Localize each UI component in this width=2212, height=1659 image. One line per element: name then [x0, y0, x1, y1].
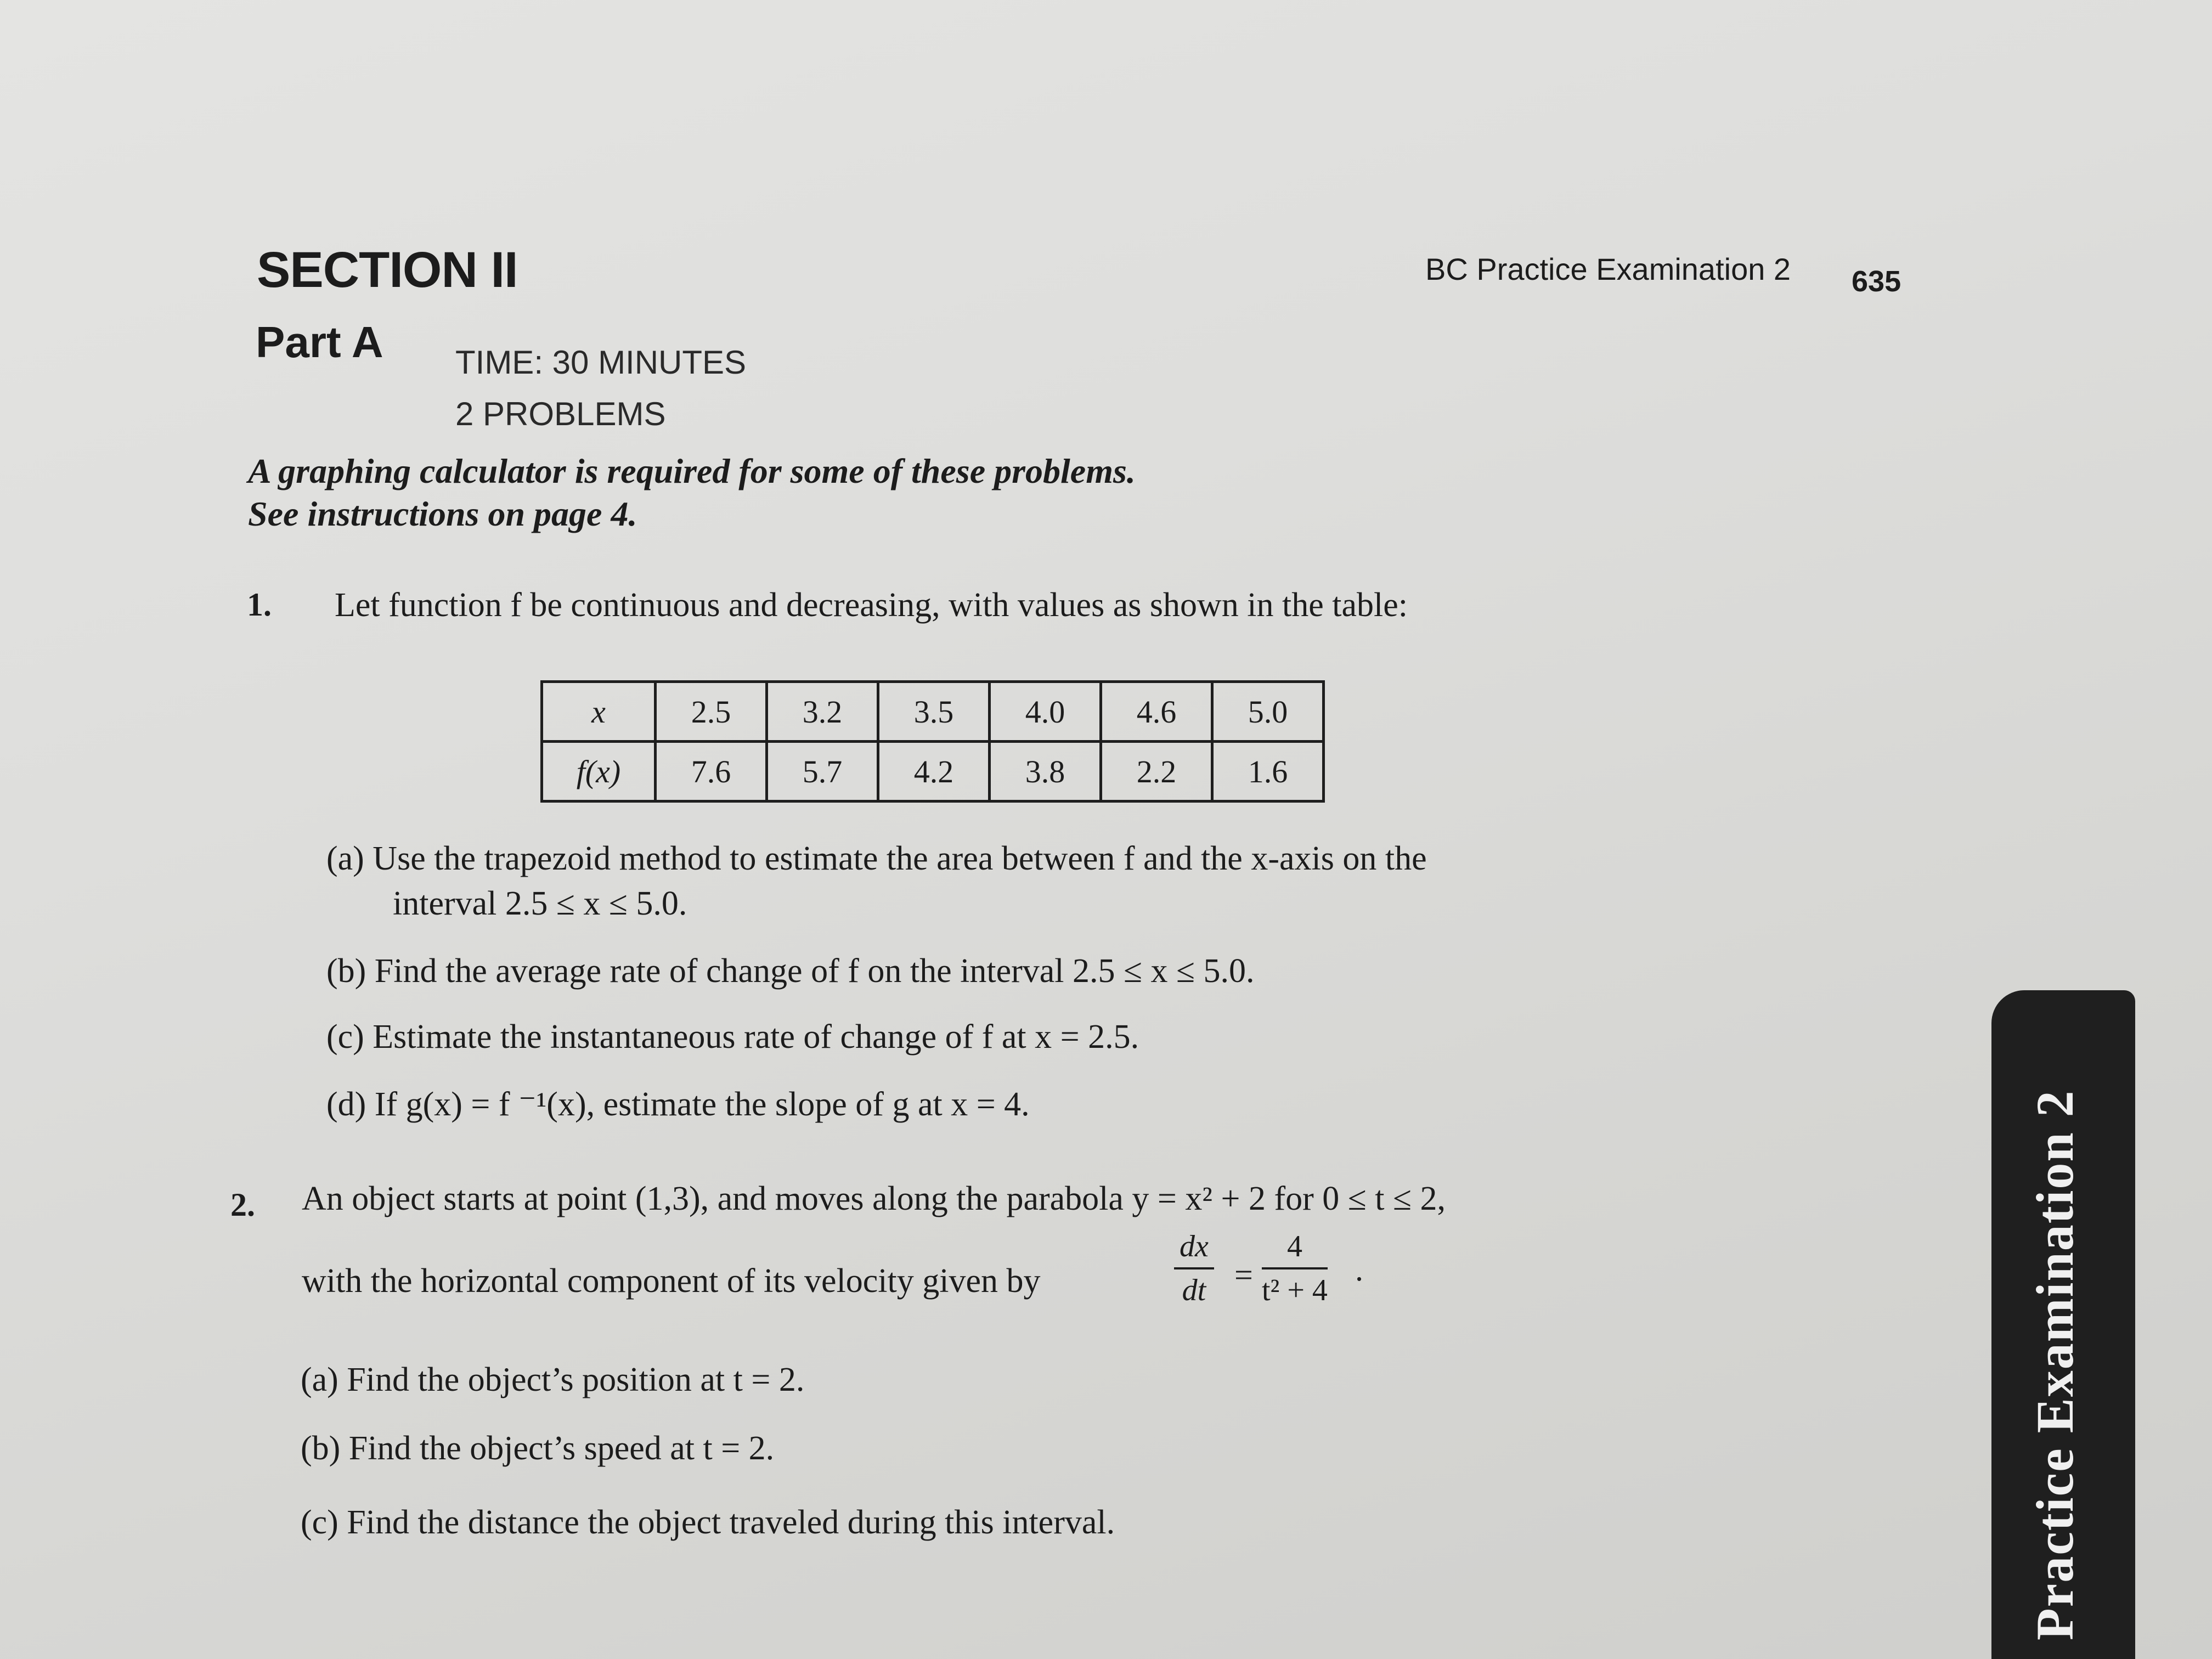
table-cell: 5.0: [1212, 682, 1324, 742]
question-2-line-2: with the horizontal component of its velocity given by: [302, 1262, 1041, 1300]
table-row-x: [542, 682, 1324, 742]
problem-count: 2 PROBLEMS: [455, 396, 666, 432]
question-2a: (a) Find the object’s position at t = 2.: [301, 1361, 805, 1398]
page-number: 635: [1852, 265, 1901, 298]
table-cell: 3.5: [878, 682, 990, 742]
table-cell: 5.7: [767, 742, 878, 802]
time-limit: TIME: 30 MINUTES: [455, 344, 747, 381]
section-title: SECTION II: [257, 242, 518, 298]
table-cell: 7.6: [656, 742, 767, 802]
running-header-title: BC Practice Examination 2: [1425, 252, 1791, 286]
table-cell: 4.2: [878, 742, 990, 802]
table-cell: 2.2: [1101, 742, 1212, 802]
instructions-line-2: See instructions on page 4.: [248, 494, 637, 533]
velocity-fraction-expression: [1262, 1229, 1328, 1308]
table-header-fx: f(x): [542, 742, 656, 802]
question-2-line-1: An object starts at point (1,3), and moves along the parabola y = x² + 2 for 0 ≤ t ≤ 2,: [302, 1180, 1446, 1217]
question-2b: (b) Find the object’s speed at t = 2.: [301, 1430, 775, 1467]
table-row-fx: [542, 742, 1324, 802]
side-tab-label: Practice Examination 2: [2025, 1090, 2084, 1640]
function-values-table: [540, 680, 1325, 803]
fraction-denominator: t² + 4: [1262, 1273, 1328, 1307]
question-1-prompt: Let function f be continuous and decreasing, with values as shown in the table:: [335, 586, 1408, 624]
fraction-numerator: dx: [1174, 1229, 1214, 1269]
question-1b: (b) Find the average rate of change of f on the interval 2.5 ≤ x ≤ 5.0.: [326, 952, 1255, 990]
table-cell: 3.8: [990, 742, 1101, 802]
part-label: Part A: [256, 318, 383, 366]
equals-sign: =: [1234, 1257, 1253, 1293]
question-2c: (c) Find the distance the object traveled during this interval.: [301, 1504, 1115, 1541]
sentence-period: .: [1355, 1251, 1363, 1288]
question-1-number: 1.: [247, 586, 272, 623]
question-1a-continued: interval 2.5 ≤ x ≤ 5.0.: [393, 885, 687, 922]
fraction-numerator: 4: [1262, 1229, 1328, 1269]
question-1a: (a) Use the trapezoid method to estimate the area between f and the x-axis on the: [326, 840, 1427, 877]
table-header-x: x: [542, 682, 656, 742]
velocity-fraction-dx-dt: [1174, 1229, 1214, 1308]
question-1d: (d) If g(x) = f ⁻¹(x), estimate the slope of g at x = 4.: [326, 1086, 1030, 1123]
table-cell: 2.5: [656, 682, 767, 742]
question-1c: (c) Estimate the instantaneous rate of change of f at x = 2.5.: [326, 1018, 1139, 1056]
table-cell: 1.6: [1212, 742, 1324, 802]
instructions-line-1: A graphing calculator is required for some of these problems.: [248, 452, 1136, 490]
table-cell: 3.2: [767, 682, 878, 742]
fraction-denominator: dt: [1182, 1273, 1206, 1307]
question-2-number: 2.: [230, 1187, 255, 1223]
table-cell: 4.6: [1101, 682, 1212, 742]
table-cell: 4.0: [990, 682, 1101, 742]
calculator-instructions: [248, 450, 1136, 535]
